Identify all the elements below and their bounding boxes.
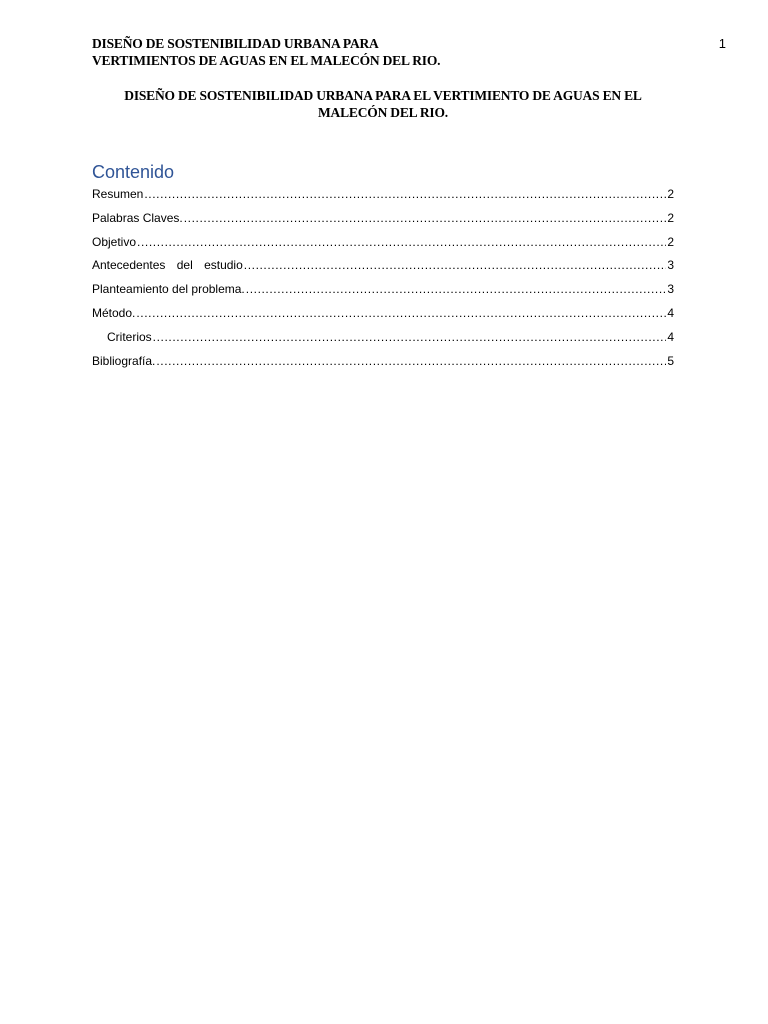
toc-entry-planteamiento[interactable] <box>92 278 674 302</box>
document-title-line-2: MALECÓN DEL RIO. <box>318 104 448 120</box>
toc-entry-bibliografia[interactable] <box>92 350 674 374</box>
toc-entry-label: Antecedentes del estudio <box>92 258 243 273</box>
toc-entry-label: Criterios <box>107 329 152 344</box>
toc-entry-label: Objetivo <box>92 234 137 249</box>
document-title-line-1: DISEÑO DE SOSTENIBILIDAD URBANA PARA EL VERTIMIENTO DE AGUAS EN EL <box>124 88 642 103</box>
toc-entry-label: Bibliografía. <box>92 353 156 368</box>
toc-entry-page: 3 <box>667 282 674 297</box>
running-head <box>92 35 440 69</box>
toc-dot-leader <box>137 231 666 255</box>
toc-dot-leader <box>144 183 666 207</box>
toc-entry-page: 2 <box>667 234 674 249</box>
toc-entry-page: 4 <box>667 305 674 320</box>
toc-entry-label: Palabras Claves. <box>92 210 183 225</box>
toc-entry-criterios[interactable] <box>92 326 674 350</box>
toc-entry-page: 2 <box>667 187 674 201</box>
toc-dot-leader <box>153 326 667 350</box>
toc-entry-antecedentes[interactable] <box>92 254 674 278</box>
toc-entry-label: Método. <box>92 305 136 320</box>
toc-entry-page: 5 <box>667 353 674 368</box>
toc-dot-leader <box>156 350 666 374</box>
document-title <box>92 88 674 121</box>
toc-entry-objetivo[interactable] <box>92 231 674 255</box>
page-number: 1 <box>718 36 726 51</box>
toc-entry-page: 4 <box>667 329 674 344</box>
table-of-contents <box>92 183 674 373</box>
toc-entry-label: Resumen <box>92 187 144 201</box>
toc-entry-label: Planteamiento del problema. <box>92 282 245 297</box>
running-head-line-2: VERTIMIENTOS DE AGUAS EN EL MALECÓN DEL RIO. <box>92 53 441 68</box>
toc-entry-page: 2 <box>667 210 674 225</box>
toc-entry-resumen[interactable] <box>92 183 674 207</box>
toc-dot-leader <box>184 207 667 231</box>
toc-heading: Contenido <box>92 162 175 182</box>
toc-dot-leader <box>246 278 667 302</box>
toc-entry-metodo[interactable] <box>92 302 674 326</box>
running-head-line-1: DISEÑO DE SOSTENIBILIDAD URBANA PARA <box>92 36 379 51</box>
toc-dot-leader <box>136 302 666 326</box>
toc-entry-page: 3 <box>667 258 674 273</box>
toc-entry-palabras-claves[interactable] <box>92 207 674 231</box>
toc-dot-leader <box>244 254 667 278</box>
